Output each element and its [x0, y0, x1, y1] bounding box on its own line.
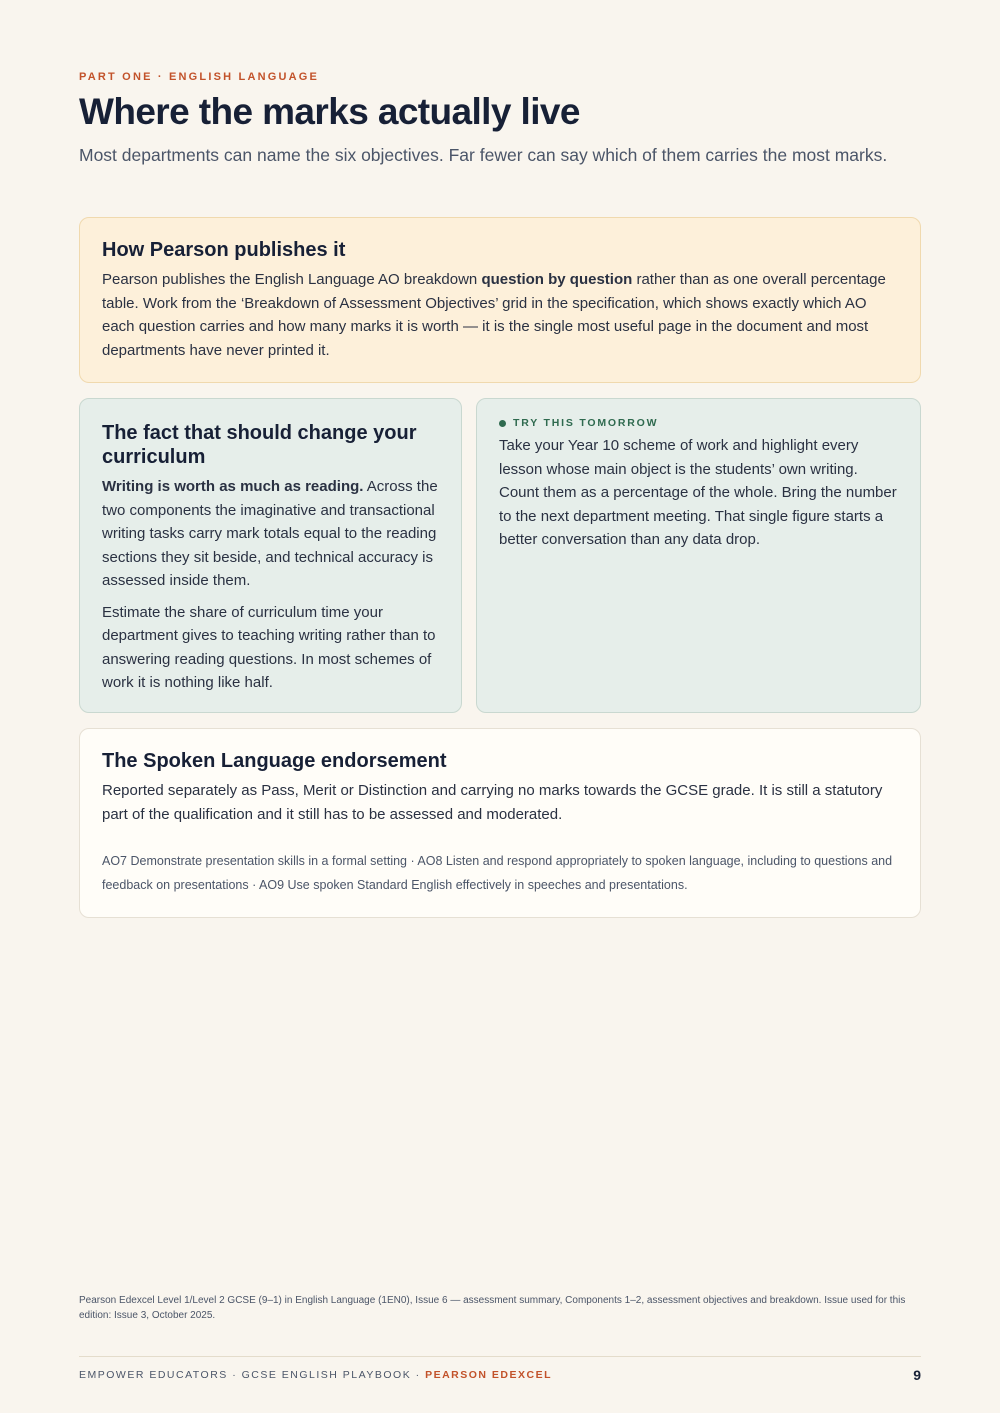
spoken-card: [79, 728, 921, 918]
section-kicker: PART ONE · ENGLISH LANGUAGE: [79, 71, 320, 83]
spoken-card-heading: The Spoken Language endorsement: [102, 750, 447, 772]
try-card-text: Take your Year 10 scheme of work and highlight every lesson whose main object is the students’ own writing. Count them as a percentage of the whole. Bring the number to the next department meeting. That single figure starts a better conversation than any data drop.: [499, 437, 897, 548]
try-card-label-text: TRY THIS TOMORROW: [513, 417, 659, 429]
publish-text-start: Pearson publishes the English Language AO breakdown: [102, 271, 482, 288]
publish-text-bold: question by question: [481, 271, 633, 288]
page-title: Where the marks actually live: [79, 91, 580, 132]
footer-title-text: EMPOWER EDUCATORS · GCSE ENGLISH PLAYBOOK ·: [79, 1369, 426, 1381]
footer-running-title: [79, 1369, 552, 1381]
footer-board-name: PEARSON EDEXCEL: [425, 1369, 552, 1381]
page-number: 9: [913, 1367, 921, 1383]
page-lede: Most departments can name the six objectives. Far fewer can say which of them carries the most marks.: [79, 145, 888, 165]
source-note: Pearson Edexcel Level 1/Level 2 GCSE (9–1) in English Language (1EN0), Issue 6 — assessment summary, Components 1–2, assessment objectives and breakdown. Issue used for this edition: Issue 3, October 2025.: [79, 1295, 906, 1321]
spoken-card-text: Reported separately as Pass, Merit or Distinction and carrying no marks towards the GCSE grade. It is still a statutory part of the qualification and it still has to be assessed and moderated.: [102, 782, 883, 823]
publish-text-end: rather than as one overall percentage table. Work from the ‘Breakdown of Assessment Objectives’ grid in the specification, which shows exactly which AO each question carries and how many marks it is worth — it is the single most useful page in the document and most departments have never printed it.: [102, 271, 886, 359]
fact-paragraph-rest: Across the two components the imaginative and transactional writing tasks carry mark totals equal to the reading sections they sit beside, and technical accuracy is assessed inside them.: [102, 478, 438, 589]
publish-card-heading: How Pearson publishes it: [102, 239, 346, 261]
page-footer: [79, 1367, 921, 1383]
fact-card-paragraph-2: Estimate the share of curriculum time your department gives to teaching writing rather than to answering reading questions. In most schemes of work it is nothing like half.: [102, 603, 436, 691]
bullet-dot-icon: [499, 420, 506, 427]
publish-card-text: [102, 268, 898, 362]
fact-card: [79, 398, 462, 713]
try-card-label: [499, 417, 898, 429]
publish-card: [79, 217, 921, 383]
footer-divider: [79, 1356, 921, 1357]
fact-bold-lead: Writing is worth as much as reading.: [102, 478, 364, 495]
fact-card-heading: The fact that should change your curriculum: [102, 422, 417, 468]
spoken-card-objectives: AO7 Demonstrate presentation skills in a formal setting · AO8 Listen and respond appropriately to spoken language, including to questions and feedback on presentations · AO9 Use spoken Standard English effectively in speeches and presentations.: [102, 854, 893, 892]
try-card: [476, 398, 921, 713]
fact-card-paragraph-1: [102, 475, 439, 593]
